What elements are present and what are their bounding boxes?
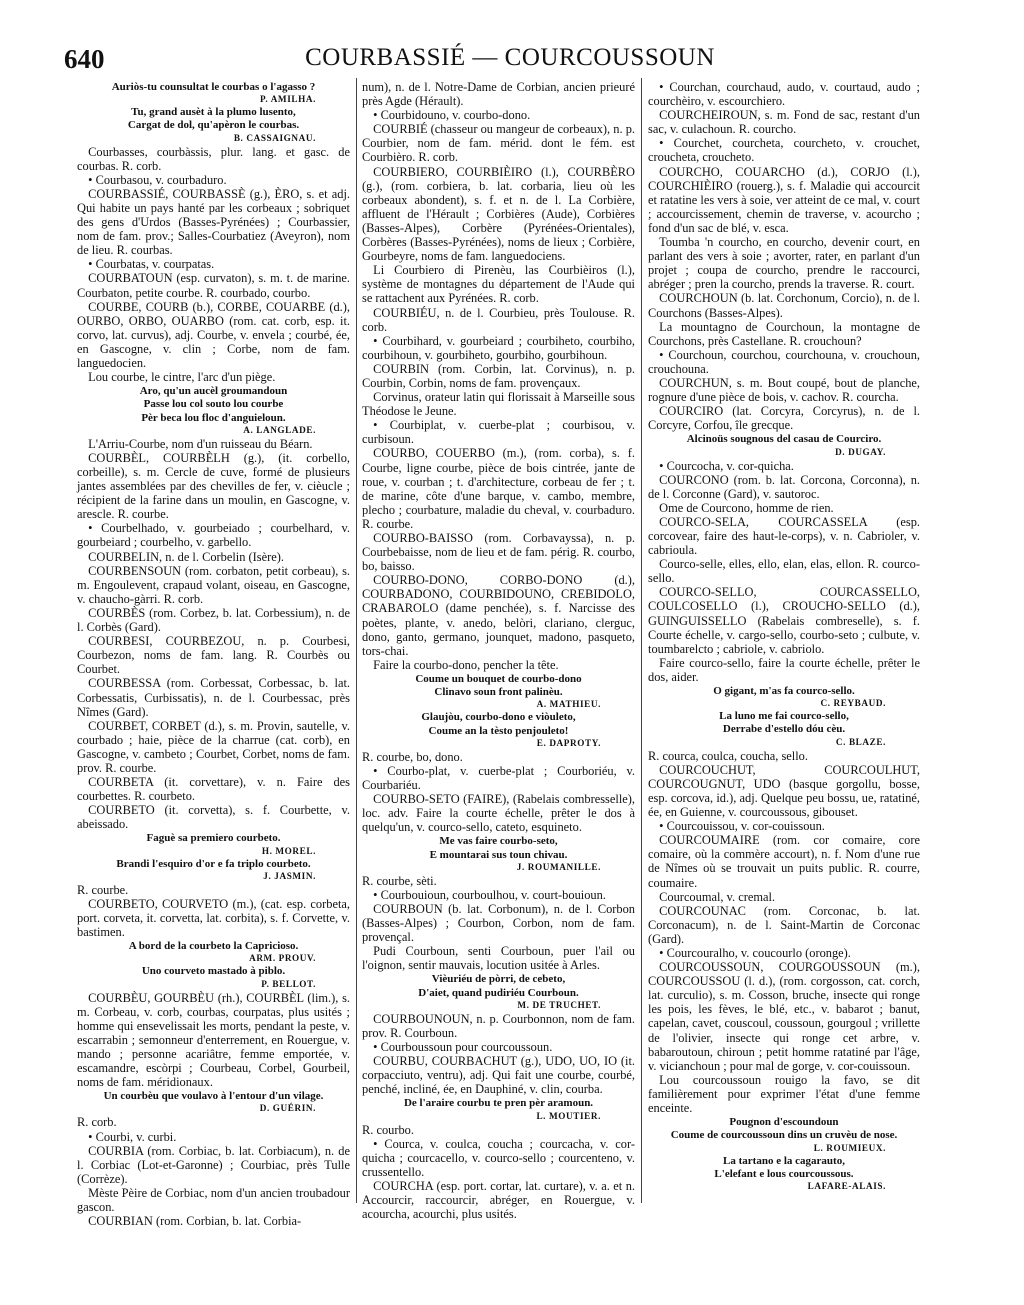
entry-paragraph: COURBU, COURBACHUT (g.), UDO, UO, IO (it. corpacciuto, ventru), adj. Qui fait une courbe, courbé, penché, incliné, ée, en Dauphiné, v. clin, courba. xyxy=(362,1054,635,1097)
quote-author: LAFARE-ALAIS. xyxy=(807,1180,886,1191)
entry-paragraph: Mèste Pèire de Corbiac, nom d'un ancien troubadour gascon. xyxy=(77,1185,350,1215)
entry-paragraph: COURBOUNOUN, n. p. Courbonnon, nom de fam. prov. R. Courboun. xyxy=(362,1011,635,1040)
entry-paragraph: La mountagno de Courchoun, la montagne de Courchons, près Castellane. R. crouchoun? xyxy=(648,319,920,348)
page-header xyxy=(60,44,960,84)
verse-line: Clinavo soun front palinèu. xyxy=(434,686,563,699)
verse-quote xyxy=(648,710,920,736)
verse-line: Faguè sa premiero courbeto. xyxy=(146,832,281,845)
entry-paragraph: Faire courco-sello, faire la courte échelle, prêter le dos, aider. xyxy=(648,655,920,684)
verse-quote xyxy=(648,1116,920,1142)
running-head: COURBASSIÉ — COURCOUSSOUN xyxy=(305,44,715,71)
verse-quote xyxy=(362,673,635,699)
entry-paragraph: COURBIAN (rom. Corbian, b. lat. Corbia- xyxy=(88,1214,302,1229)
page-number: 640 xyxy=(64,44,105,74)
verse-line: Uno courveto mastado à piblo. xyxy=(141,965,286,978)
quote-author: D. GUÉRIN. xyxy=(259,1103,316,1114)
verse-line: La luno me fai courco-sello, xyxy=(719,710,849,723)
entry-paragraph: COURBÈL, COURBÈLH (g.), (it. corbello, corbeille), s. m. Cercle de cuve, formé de plusieurs jantes assemblées par des chevilles de fer, v. cièucle ; récipient de la farine dans un moulin, en Gascogne, v. arescle. R. courbe. xyxy=(77,450,350,522)
quote-author: P. BELLOT. xyxy=(261,978,316,989)
entry-paragraph: COURCO-SELLO, COURCASSELLO, COULCOSELLO (l.), CROUCHO-SELLO (d.), GUINGUISSELLO (Rabelais combreselle), s. f. Courte échelle, v. cargo-sello, courbo-seto ; culbute, v. toumbarelcto ; cabriole, v. cabriolo. xyxy=(648,585,920,656)
verse-line: A bord de la courbeto la Capricioso. xyxy=(128,940,299,953)
entry-paragraph: R. courbe, sèti. xyxy=(362,873,437,888)
quote-author: L. ROUMIEUX. xyxy=(813,1142,886,1153)
quote-author: M. DE TRUCHET. xyxy=(517,999,601,1010)
quote-author: A. LANGLADE. xyxy=(243,424,316,435)
entry-paragraph: Li Courbiero di Pirenèu, las Courbièiros (l.), système de montagnes du département de l'Aude qui se rattachent aux Pyrénées. R. corb. xyxy=(362,263,635,306)
entry-paragraph: Faire la courbo-dono, pencher la tête. xyxy=(373,657,559,672)
entry-paragraph: • Courchan, courchaud, audo, v. courtaud, audo ; courchèiro, v. escourchiero. xyxy=(648,80,920,109)
verse-quote xyxy=(77,940,350,953)
entry-paragraph: COURBESI, COURBEZOU, n. p. Courbesi, Courbezon, noms de fam. lang. R. Courbès ou Courbet. xyxy=(77,634,350,677)
verse-line: Glaujòu, courbo-dono e viòuleto, xyxy=(421,711,576,724)
entry-paragraph: • Courca, v. coulca, coucha ; courcacha, v. cor-quicha ; courcacello, v. courco-sello ; courcenteno, v. crussentello. xyxy=(362,1136,635,1179)
entry-paragraph: COURBÈS (rom. Corbez, b. lat. Corbessium), n. de l. Corbès (Gard). xyxy=(77,605,350,635)
entry-paragraph: Corvinus, orateur latin qui florissait à Marseille sous Théodose le Jeune. xyxy=(362,390,635,419)
verse-line: Alcinoüs sougnous del casau de Courciro. xyxy=(686,433,882,446)
entry-paragraph: • Courbatas, v. courpatas. xyxy=(88,257,215,272)
entry-paragraph: COURBO, COUERBO (m.), (rom. corba), s. f. Courbe, ligne courbe, pièce de bois cintrée, jante de roue, v. courban ; t. d'architecture, corbeau de fer ; t. de marine, côte d'une barque, v. cambo, membre, plecho ; courbature, maladie du cheval, v. courbaduro. R. courbe. xyxy=(362,446,635,531)
entry-paragraph: • Courbelhado, v. gourbeiado ; courbelhard, v. gourbeiard ; courbelho, v. garbello. xyxy=(77,521,350,550)
entry-paragraph: R. courbe. xyxy=(77,882,129,897)
verse-line: O gigant, m'as fa courco-sello. xyxy=(713,685,855,698)
verse-quote xyxy=(77,965,350,978)
entry-paragraph: • Courchet, courcheta, courcheto, v. crouchet, croucheta, croucheto. xyxy=(648,136,920,165)
verse-quote xyxy=(648,433,920,446)
entry-paragraph: • Courbouioun, courboulhou, v. court-bouioun. xyxy=(373,887,606,902)
entry-paragraph: COURBENSOUN (rom. corbaton, petit corbeau), s. m. Engoulevent, crapaud volant, oiseau, en Gascogne, v. chaucho-gàrri. R. corb. xyxy=(77,563,350,606)
entry-paragraph: COURBIA (rom. Corbiac, b. lat. Corbiacum), n. de l. Corbiac (Lot-et-Garonne) ; Courbiac, près Tulle (Corrèze). xyxy=(77,1143,350,1186)
entry-paragraph: Lou courcoussoun rouigo la favo, se dit familièrement pour exprimer l'état d'une femme enceinte. xyxy=(648,1072,920,1115)
entry-paragraph: COURBETO (it. corvetta), s. f. Courbette, v. abeissado. xyxy=(77,803,350,832)
verse-quote xyxy=(77,106,350,132)
verse-line: E mountarai sus toun chivau. xyxy=(429,848,568,861)
verse-quote xyxy=(77,858,350,871)
verse-line: Derrabe d'estello dóu cèu. xyxy=(722,723,846,736)
quote-author: J. ROUMANILLE. xyxy=(516,861,601,872)
verse-quote xyxy=(648,1155,920,1181)
entry-paragraph: COURBÈU, GOURBÈU (rh.), COURBÈL (lim.), s. m. Corbeau, v. corb, courbas, courpatas, plus usités ; homme qui ensevelissait les morts, pendant la peste, v. escarrabin ; semonneur d'enterrement, en Rouergue, v. mando ; personne acariâtre, femme emportée, v. escamandre, escòrpi ; Courbeau, Corbel, Gourbeil, noms de fam. méridionaux. xyxy=(77,990,350,1090)
entry-paragraph: • Courbihard, v. gourbeiard ; courbiheto, courbiho, courbihoun, v. gourbiheto, gourbiho, gourbihoun. xyxy=(362,333,635,362)
verse-line: Aro, qu'un aucèl groumandoun xyxy=(139,385,288,398)
verse-line: Pèr beca lou floc d'anguieloun. xyxy=(141,411,286,424)
entry-paragraph: R. courbo. xyxy=(362,1122,414,1137)
entry-paragraph: COURBE, COURB (b.), CORBE, COUARBE (d.), OURBO, ORBO, OUARBO (rom. cat. corb, esp. it. corvo, lat. curvus), adj. Courbe, v. envela ; courbé, ée, en Gascogne, v. clin ; Corbe, nom de fam. languedocien. xyxy=(77,299,350,371)
entry-paragraph: COURBET, CORBET (d.), s. m. Provin, sautelle, v. courbado ; haie, pièce de la charrue (cat. corb), en Gascogne, v. cambeto ; Courbet, Corbet, noms de fam. prov. R. courbe. xyxy=(77,718,350,775)
entry-paragraph: • Courbiplat, v. cuerbe-plat ; courbisou, v. curbisoun. xyxy=(362,418,635,447)
entry-paragraph: COURCOUCHUT, COURCOULHUT, COURCOUGNUT, UDO (basque gorgollu, bosse, esp. corcova, id.), adj. Quelque peu bossu, ue, ratatiné, ée, en Guienne, v. courcoussous, gibouset. xyxy=(648,762,920,820)
entry-paragraph: • Courcouissou, v. cor-couissoun. xyxy=(659,819,825,834)
quote-author: C. BLAZE. xyxy=(835,736,886,747)
entry-paragraph: Courco-selle, elles, ello, elan, elas, ellon. R. courco-sello. xyxy=(648,557,920,586)
text-column-1 xyxy=(77,80,350,1228)
entry-paragraph: R. corb. xyxy=(77,1115,117,1130)
entry-paragraph: COURBETA (it. corvettare), v. n. Faire des courbettes. R. courbeto. xyxy=(77,775,350,804)
entry-paragraph: COURBETO, COURVETO (m.), (cat. esp. corbeta, port. corveta, it. corvetta, lat. corbita), s. f. Corvette, v. bastimen. xyxy=(77,896,350,940)
entry-paragraph: COURBO-SETO (FAIRE), (Rabelais combresselle), loc. adv. Faire la courte échelle, prêter le dos à quelqu'un, v. courco-sello, cateto, esquineto. xyxy=(362,792,635,835)
text-column-3 xyxy=(648,80,920,1193)
quote-author: P. AMILHA. xyxy=(260,94,316,105)
entry-paragraph: COURCIRO (lat. Corcyra, Corcyrus), n. de l. Corcyre, Corfou, île grecque. xyxy=(648,404,920,433)
verse-line: Me vas faire courbo-seto, xyxy=(439,835,558,848)
verse-line: De l'araire courbu te pren pèr aramoun. xyxy=(403,1097,594,1110)
entry-paragraph: • Courcocha, v. cor-quicha. xyxy=(659,458,794,473)
quote-author: H. MOREL. xyxy=(261,845,316,856)
verse-quote xyxy=(362,711,635,737)
verse-line: L'elefant e lous courcoussous. xyxy=(714,1167,854,1180)
entry-paragraph: R. courca, coulca, coucha, sello. xyxy=(648,748,808,763)
verse-line: Un courbèu que voulavo à l'entour d'un vilage. xyxy=(103,1090,324,1103)
entry-paragraph: COURBO-DONO, CORBO-DONO (d.), COURBADONO, COURBIDOUNO, CREBIDOLO, CRABAROLO (dame penchée), s. f. Narcisse des poètes, plante, v. anedo, belòri, clariano, clerguc, dono, ganto, germano, jounquet, madono, pasqueto, tors-chai. xyxy=(362,573,635,658)
entry-paragraph: COURCONO (rom. b. lat. Corcona, Corconna), n. de l. Corconne (Gard), v. sautoroc. xyxy=(648,472,920,501)
verse-quote xyxy=(77,1090,350,1103)
entry-paragraph: Courcoumal, v. cremal. xyxy=(659,889,775,904)
entry-paragraph: COURBOUN (b. lat. Corbonum), n. de l. Corbon (Basses-Alpes) ; Courbon, Corbon, nom de fam. provençal. xyxy=(362,901,635,945)
quote-author: B. CASSAIGNAU. xyxy=(233,132,316,143)
quote-author: L. MOUTIER. xyxy=(536,1110,601,1121)
entry-paragraph: • Courbo-plat, v. cuerbe-plat ; Courboriéu, v. Courbariéu. xyxy=(362,763,635,792)
entry-paragraph: R. courbe, bo, dono. xyxy=(362,749,463,764)
entry-paragraph: COURBIÉ (chasseur ou mangeur de corbeaux), n. p. Courbier, nom de fam. mérid. dont le fém. est Courbièro. R. corb. xyxy=(362,122,635,165)
entry-paragraph: • Courbi, v. curbi. xyxy=(88,1129,177,1144)
quote-author: ARM. PROUV. xyxy=(249,953,316,964)
verse-quote xyxy=(77,385,350,425)
entry-paragraph: COURCHOUN (b. lat. Corchonum, Corcio), n. de l. Courchons (Basses-Alpes). xyxy=(648,291,920,320)
quote-author: C. REYBAUD. xyxy=(820,698,886,709)
entry-paragraph: COURCHO, COUARCHO (d.), CORJO (l.), COURCHIÈIRO (rouerg.), s. f. Maladie qui accourcit et ratatine les vers à soie, ver atteint de ce mal, v. court ; accourcissement, chemin de traverse, v. acourcho ; fond d'un sac de blé, v. esca. xyxy=(648,164,920,235)
quote-author: E. DAPROTY. xyxy=(536,737,601,748)
entry-paragraph: Ome de Courcono, homme de rien. xyxy=(659,500,834,515)
verse-line: Auriòs-tu counsultat le courbas o l'agasso ? xyxy=(111,81,316,93)
verse-quote xyxy=(648,685,920,698)
entry-paragraph: COURBIN (rom. Corbin, lat. Corvinus), n. p. Courbin, Corbin, noms de fam. provençaux. xyxy=(362,361,635,390)
verse-quote xyxy=(77,81,350,94)
verse-line: Coume de courcoussoun dins un cruvèu de nose. xyxy=(670,1129,898,1142)
entry-paragraph: Lou courbe, le cintre, l'arc d'un piège. xyxy=(88,370,276,385)
entry-paragraph: COURBO-BAISSO (rom. Corbavayssa), n. p. Courbebaisse, nom de lieu et de fam. périg. R. courbo, bo, baisso. xyxy=(362,531,635,574)
entry-paragraph: • Courbidouno, v. courbo-dono. xyxy=(373,108,531,123)
entry-paragraph: L'Arriu-Courbe, nom d'un ruisseau du Béarn. xyxy=(88,436,313,451)
quote-author: A. MATHIEU. xyxy=(536,699,601,710)
entry-paragraph: COURCOUSSOUN, COURGOUSSOUN (m.), COURCOUSSOU (l. d.), (rom. corgosson, cat. corch, lat. curculio), s. m. Cosson, bruche, insecte qui ronge les pois, les fèves, le blé, etc., v. babarot ; banut, capelan, cavet, couscoul, coussoun, gourgoul ; vrillette de l'olivier, insecte qui ronge cet arbre, v. babaroutoun, chiroun ; petit homme ratatiné par l'âge, v. vicianchoun ; pour mal de gorge, v. cor-couissoun. xyxy=(648,960,920,1073)
entry-paragraph: num), n. de l. Notre-Dame de Corbian, ancien prieuré près Agde (Hérault). xyxy=(362,80,635,109)
verse-line: La tartano e la cagarauto, xyxy=(723,1154,845,1167)
quote-author: D. DUGAY. xyxy=(835,446,886,457)
entry-paragraph: COURCOUNAC (rom. Corconac, b. lat. Corconacum), n. de l. Saint-Martin de Corconac (Gard). xyxy=(648,903,920,946)
entry-paragraph: • Courcouralho, v. coucourlo (oronge). xyxy=(659,945,851,960)
verse-quote xyxy=(362,835,635,861)
verse-line: Coume un bouquet de courbo-dono xyxy=(415,672,582,685)
column-divider xyxy=(641,78,642,1203)
column-divider xyxy=(356,78,357,1203)
entry-paragraph: • Courboussoun pour courcoussoun. xyxy=(373,1039,553,1054)
verse-quote xyxy=(362,1097,635,1110)
entry-paragraph: COURCHA (esp. port. cortar, lat. curtare), v. a. et n. Accourcir, raccourcir, abréger, en Rouergue, v. acourcha, acourchi, plus usités. xyxy=(362,1178,635,1222)
entry-paragraph: • Courchoun, courchou, courchouna, v. crouchoun, crouchouna. xyxy=(648,347,920,376)
entry-paragraph: COURBELIN, n. de l. Corbelin (Isère). xyxy=(88,549,284,564)
entry-paragraph: Toumba 'n courcho, en courcho, devenir court, en parlant des vers à soie ; avorter, rater, en parlant d'un projet ; coupa de courcho, prendre le raccourci, abréger ; pren la courcho, prends la traverse. R. court. xyxy=(648,235,920,292)
text-column-2 xyxy=(362,80,635,1221)
entry-paragraph: COURCHEIROUN, s. m. Fond de sac, restant d'un sac, v. culachoun. R. courcho. xyxy=(648,108,920,137)
verse-line: D'aiet, quand pudiriéu Courboun. xyxy=(418,986,579,999)
entry-paragraph: COURBATOUN (esp. curvaton), s. m. t. de marine. Courbaton, petite courbe. R. courbado, courbo. xyxy=(77,271,350,300)
verse-line: Cargat de dol, qu'apèron le courbas. xyxy=(127,119,300,132)
quote-author: J. JASMIN. xyxy=(263,870,316,881)
entry-paragraph: Courbasses, courbàssis, plur. lang. et gasc. de courbas. R. corb. xyxy=(77,144,350,173)
entry-paragraph: COURCHUN, s. m. Bout coupé, bout de planche, rognure d'une pièce de bois, v. cachov. R. courcha. xyxy=(648,375,920,405)
verse-line: Brandi l'esquiro d'or e fa triplo courbeto. xyxy=(116,857,311,870)
entry-paragraph: COURCOUMAIRE (rom. cor comaire, core comaire, où la commère accourt), n. f. Nom d'une rue de Nîmes où se trouvait un puits public. R. courre, coumaire. xyxy=(648,833,920,890)
entry-paragraph: COURCO-SELA, COURCASSELA (esp. corcovear, faire des haut-le-corps), v. n. Cabrioler, v. cabrioula. xyxy=(648,514,920,558)
entry-paragraph: COURBIÉU, n. de l. Courbieu, près Toulouse. R. corb. xyxy=(362,305,635,334)
entry-paragraph: COURBASSIÉ, COURBASSÈ (g.), ÈRO, s. et adj. Qui habite un pays hanté par les corbeaux ; sobriquet des gens d'Urdos (Basses-Pyrénées) ; Courbassier, nom de fam. prov.; Salles-Courbatiez (Aveyron), nom de lieu. R. courbas. xyxy=(77,186,350,258)
verse-line: Pougnon d'escoundoun xyxy=(729,1116,839,1129)
entry-paragraph: • Courbasou, v. courbaduro. xyxy=(88,172,227,187)
verse-line: Tu, grand ausèt à la plumo lusento, xyxy=(131,106,296,119)
verse-line: Passe lou col souto lou courbe xyxy=(143,398,284,411)
verse-line: Vièuriéu de pòrri, de cebeto, xyxy=(431,973,566,986)
verse-line: Coume an la tèsto penjouleto! xyxy=(428,724,569,737)
entry-paragraph: Pudi Courboun, senti Courboun, puer l'ail ou l'oignon, sentir mauvais, locution usitée à Arles. xyxy=(362,944,635,973)
entry-paragraph: COURBIERO, COURBIÈIRO (l.), COURBÈRO (g.), (rom. corbiera, b. lat. corbaria, lieu où les corbeaux abondent), s. f. et n. de l. La Corbière, affluent de l'Hérault ; Corbières (Aude), Corbières (Basses-Alpes), Corbère (Pyrénées-Orientales), Corbères (Basses-Pyrénées), noms de lieux ; Corbière, Gourbeyre, noms de fam. languedociens. xyxy=(362,164,635,264)
verse-quote xyxy=(77,832,350,845)
verse-quote xyxy=(362,973,635,999)
entry-paragraph: COURBESSA (rom. Corbessat, Corbessac, b. lat. Corbessatis, Curbissatis), n. de l. Courbessac, près Nîmes (Gard). xyxy=(77,676,350,719)
